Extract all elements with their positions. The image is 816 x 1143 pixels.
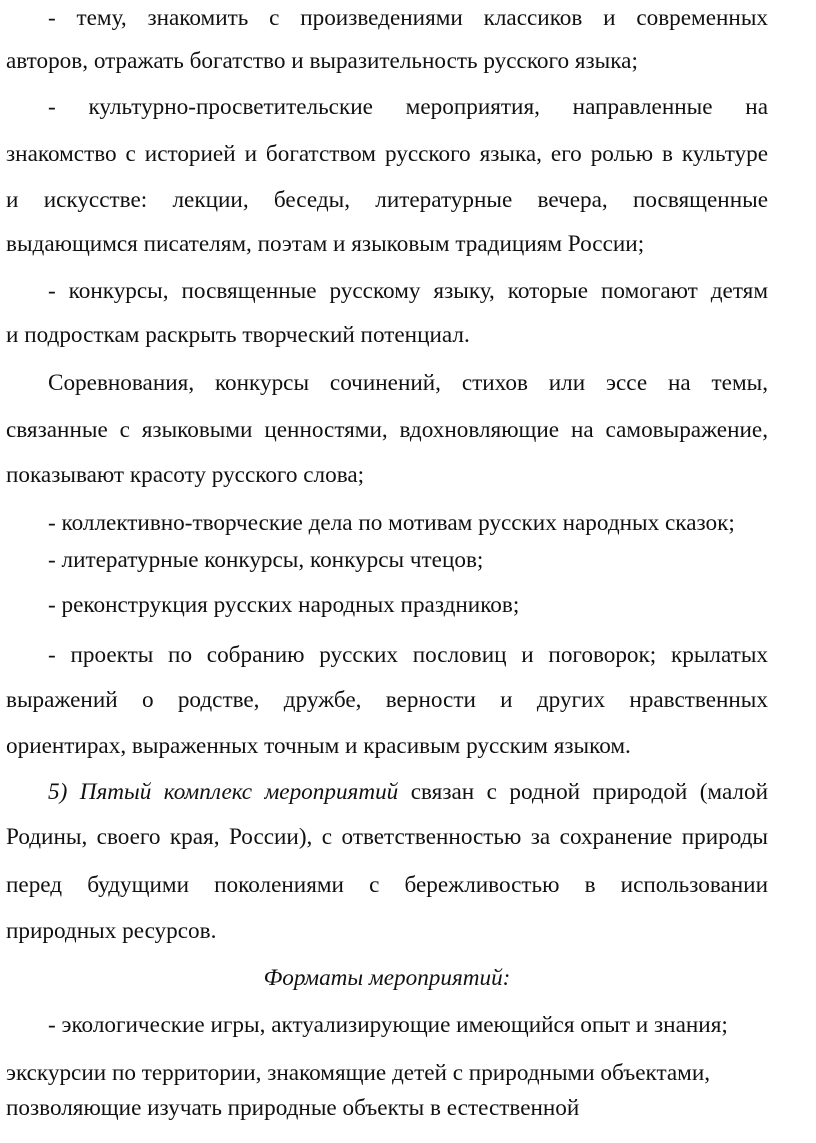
text-line: экскурсии по территории, знакомящие детей с природными объектами,	[6, 1060, 711, 1086]
text-line: - коллективно-творческие дела по мотивам русских народных сказок;	[48, 510, 735, 536]
text-line: - реконструкция русских народных праздников;	[48, 592, 520, 618]
text-line: ориентирах, выраженных точным и красивым русским языком.	[6, 733, 631, 759]
formats-heading: Форматы мероприятий:	[263, 965, 511, 991]
complex-5-label: 5) Пятый комплекс мероприятий	[48, 779, 399, 805]
text-line: связанные с языковыми ценностями, вдохновляющие на самовыражение,	[6, 417, 768, 443]
text-line: - тему, знакомить с произведениями классиков и современных	[48, 5, 768, 31]
text-line: позволяющие изучать природные объекты в естественной	[6, 1095, 580, 1121]
text-line: - конкурсы, посвященные русскому языку, которые помогают детям	[48, 278, 768, 304]
text-line: - литературные конкурсы, конкурсы чтецов;	[48, 547, 484, 573]
text-line: - экологические игры, актуализирующие имеющийся опыт и знания;	[48, 1012, 728, 1038]
text-line: Родины, своего края, России), с ответственностью за сохранение природы	[6, 824, 768, 850]
text-line: - проекты по собранию русских пословиц и поговорок; крылатых	[48, 642, 768, 668]
text-line: знакомство с историей и богатством русского языка, его ролью в культуре	[6, 141, 768, 167]
complex-5-line	[48, 777, 768, 807]
text-line: Соревнования, конкурсы сочинений, стихов или эссе на темы,	[48, 370, 768, 396]
text-line: и искусстве: лекции, беседы, литературные вечера, посвященные	[6, 187, 768, 213]
text-line: перед будущими поколениями с бережливостью в использовании	[6, 872, 768, 898]
text-line: природных ресурсов.	[6, 918, 217, 944]
text-line: показывают красоту русского слова;	[6, 462, 365, 488]
text-line: выражений о родстве, дружбе, верности и других нравственных	[6, 687, 768, 713]
text-line: и подросткам раскрыть творческий потенциал.	[6, 322, 470, 348]
text-line: авторов, отражать богатство и выразительность русского языка;	[6, 48, 638, 74]
text-line: - культурно-просветительские мероприятия, направленные на	[48, 94, 768, 120]
text-line: выдающимся писателям, поэтам и языковым традициям России;	[6, 231, 645, 257]
text-span: связан с родной природой (малой	[410, 779, 769, 805]
